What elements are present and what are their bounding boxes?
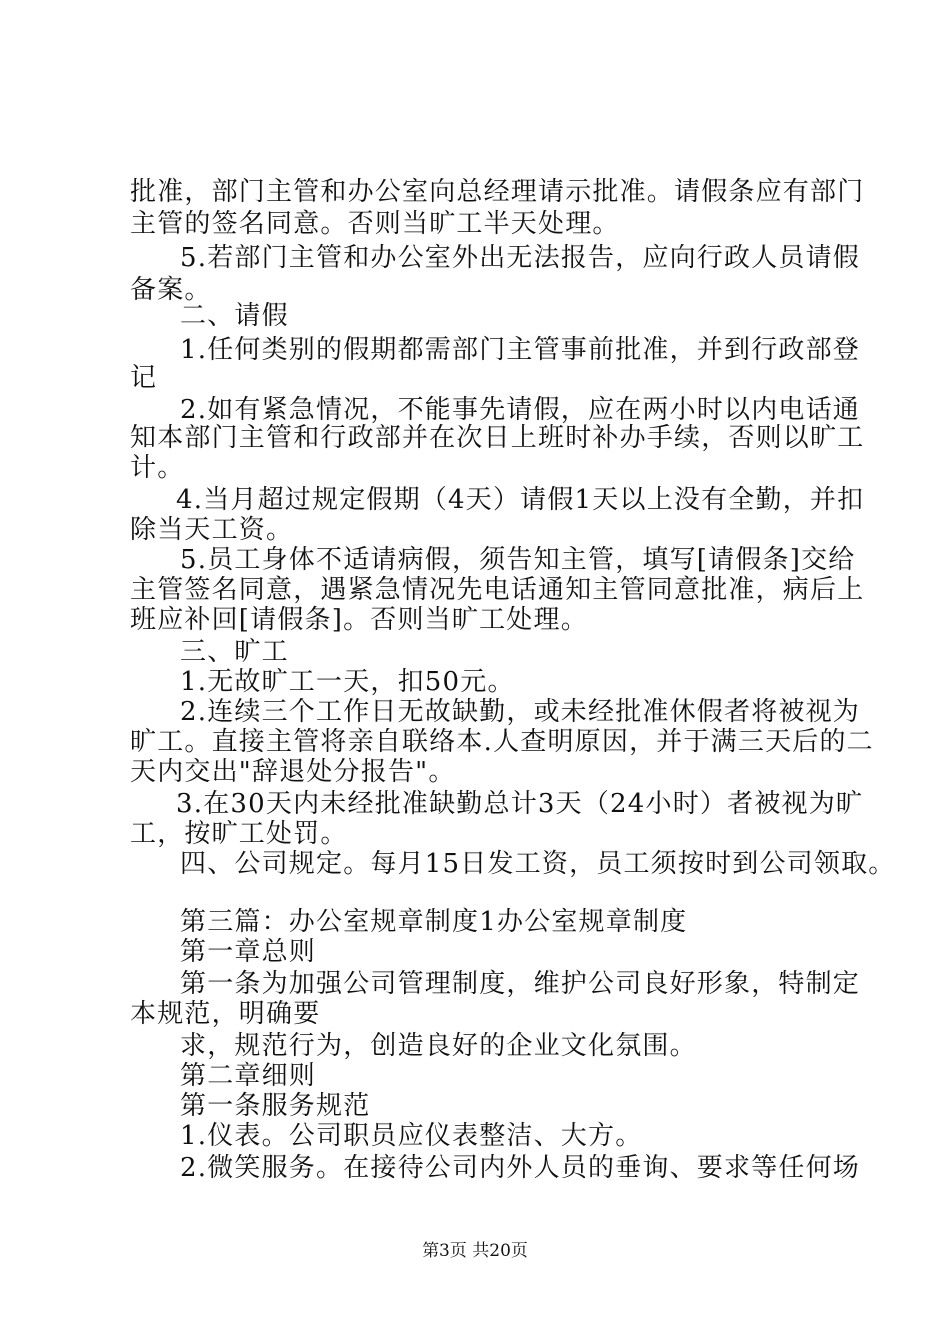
text-line: 第一条服务规范 <box>180 1091 371 1121</box>
text-line: 5.若部门主管和办公室外出无法报告，应向行政人员请假 <box>180 243 861 273</box>
text-line: 2.如有紧急情况，不能事先请假，应在两小时以内电话通 <box>180 395 861 425</box>
text-line: 2.微笑服务。在接待公司内外人员的垂询、要求等任何场 <box>180 1153 861 1183</box>
section-heading: 四、公司规定。每月15日发工资，员工须按时到公司领取。 <box>180 849 896 879</box>
text-line: 计。 <box>130 453 185 483</box>
text-line: 本规范，明确要 <box>130 999 321 1029</box>
section-heading: 二、请假 <box>180 301 289 331</box>
text-line: 1.任何类别的假期都需部门主管事前批准，并到行政部登 <box>180 335 861 365</box>
text-line: 记 <box>130 363 158 393</box>
text-line: 4.当月超过规定假期（4天）请假1天以上没有全勤，并扣 <box>176 485 865 515</box>
section-heading: 三、旷工 <box>180 637 289 667</box>
text-line: 1.仪表。公司职员应仪表整洁、大方。 <box>180 1121 643 1151</box>
text-line: 主管签名同意，遇紧急情况先电话通知主管同意批准，病后上 <box>130 575 865 605</box>
text-line: 求，规范行为，创造良好的企业文化氛围。 <box>180 1031 697 1061</box>
text-line: 3.在30天内未经批准缺勤总计3天（24小时）者被视为旷 <box>176 789 864 819</box>
chapter-heading: 第一章总则 <box>180 937 317 967</box>
text-line: 批准，部门主管和办公室向总经理请示批准。请假条应有部门 <box>130 177 865 207</box>
text-line: 旷工。直接主管将亲自联络本.人查明原因，并于满三天后的二 <box>130 727 874 757</box>
page-number-footer: 第3页 共20页 <box>422 1241 528 1261</box>
text-line: 主管的签名同意。否则当旷工半天处理。 <box>130 209 620 239</box>
text-line: 天内交出"辞退处分报告"。 <box>130 757 456 787</box>
chapter-heading: 第二章细则 <box>180 1061 317 1091</box>
chapter-title: 第三篇：办公室规章制度1办公室规章制度 <box>180 907 688 937</box>
text-line: 除当天工资。 <box>130 515 294 545</box>
text-line: 备案。 <box>130 275 212 305</box>
text-line: 班应补回[请假条]。否则当旷工处理。 <box>130 605 588 635</box>
text-line: 工，按旷工处罚。 <box>130 819 348 849</box>
text-line: 1.无故旷工一天，扣50元。 <box>180 667 515 697</box>
text-line: 第一条为加强公司管理制度，维护公司良好形象，特制定 <box>180 969 861 999</box>
text-line: 5.员工身体不适请病假，须告知主管，填写[请假条]交给 <box>180 545 856 575</box>
text-line: 知本部门主管和行政部并在次日上班时补办手续，否则以旷工 <box>130 423 865 453</box>
text-line: 2.连续三个工作日无故缺勤，或未经批准休假者将被视为 <box>180 697 861 727</box>
